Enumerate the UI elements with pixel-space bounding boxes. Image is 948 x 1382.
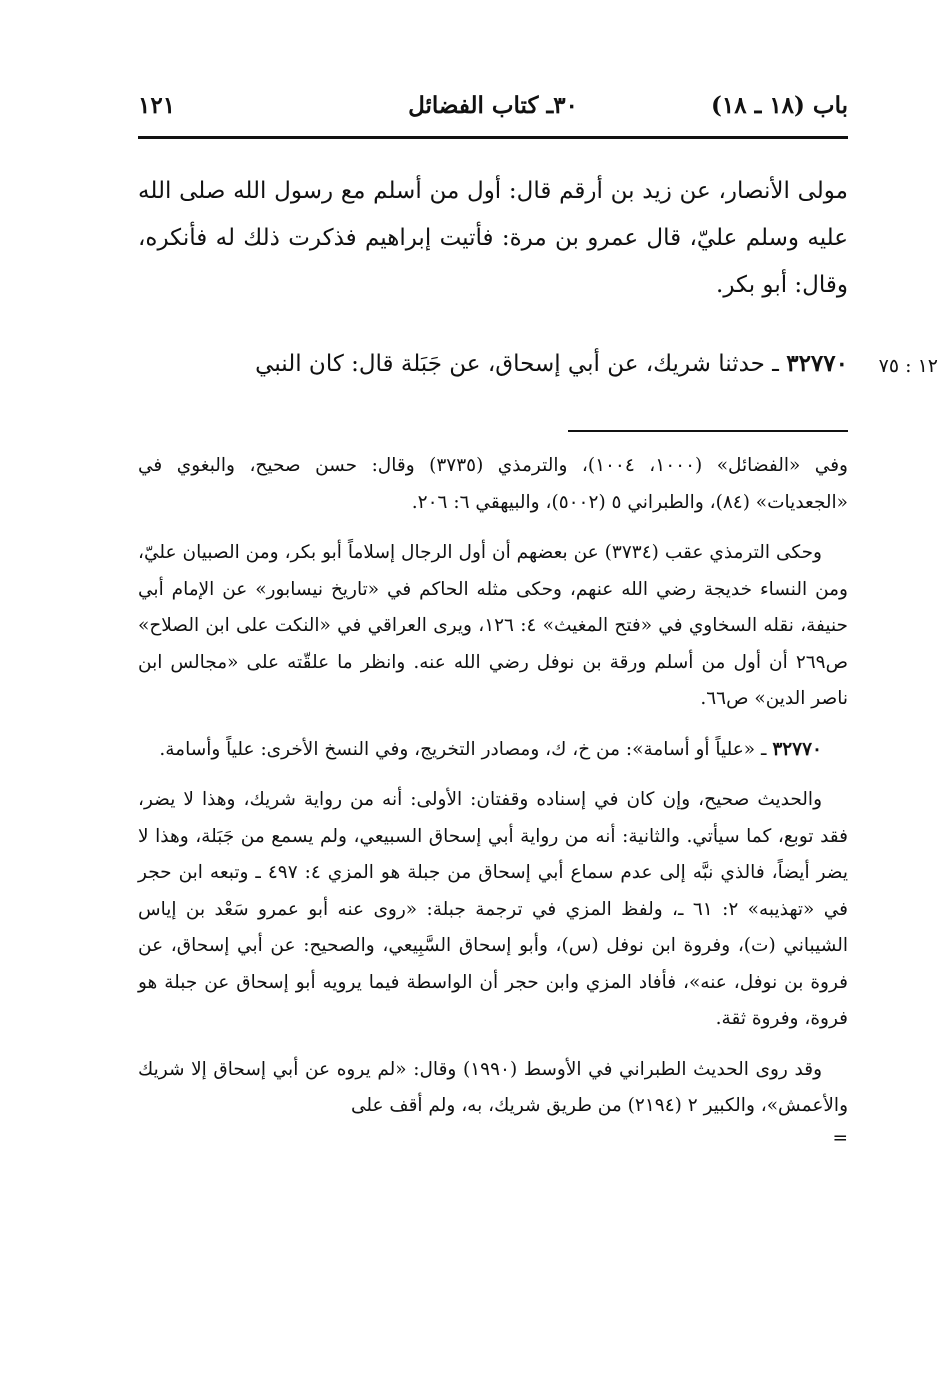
hadith-entry [138,340,848,388]
hadith-number: ٣٢٧٧٠ [786,350,848,377]
footnote-separator [568,430,848,432]
footnote-3 [138,732,848,769]
footnote-1: وفي «الفضائل» (١٠٠٠، ١٠٠٤)، والترمذي (٣٧٣٥) وقال: حسن صحيح، والبغوي في «الجعديات» (٨٤)، والطبراني ٥ (٥٠٠٢)، والبيهقي ٦: ٢٠٦. [138,455,848,513]
book-title: ٣٠ـ كتاب الفضائل [408,92,578,119]
footnote-5: وقد روى الحديث الطبراني في الأوسط (١٩٩٠) وقال: «لم يروه عن أبي إسحاق إلا شريك والأعمش»، والكبير ٢ (٢١٩٤) من طريق شريك، به، ولم أقف على [138,1058,848,1116]
page-header [138,88,848,132]
footnote-4: والحديث صحيح، وإن كان في إسناده وقفتان: الأولى: أنه من رواية شريك، وهذا لا يضر، فقد توبع، كما سيأتي. والثانية: أنه من رواية أبي إسحاق السبيعي، ولم يسمع من جَبَلة، وهذا لا يضر أيضاً، فالذي نبَّه إلى عدم سماع أبي إسحاق من جبلة هو المزي ٤: ٤٩٧ ـ وتبعه ابن حجر في «تهذيبه» ٢: ٦١ ـ، ولفظ المزي في ترجمة جبلة: «روى عنه أبو عمرو سَعْد بن إياس الشيباني (ت)، وفروة ابن نوفل (س)، وأبو إسحاق السَّبِيعي، والصحيح: عن أبي إسحاق، عن فروة بن نوفل، عنه»، فأفاد المزي وابن حجر أن الواسطة فيما يرويه أبو إسحاق عن جبلة هو فروة، وفروة ثقة. [138,789,848,1029]
header-rule [138,136,848,139]
page-number: ١٢١ [138,92,176,119]
hadith-text: ـ حدثنا شريك، عن أبي إسحاق، عن جَبَلة قال: كان النبي [255,351,779,377]
margin-reference: ١٢ : ٧٥ [878,355,938,377]
footnote-3-number: ٣٢٧٧٠ [772,738,822,760]
footnote-2: وحكى الترمذي عقب (٣٧٣٤) عن بعضهم أن أول الرجال إسلاماً أبو بكر، ومن الصبيان عليّ، ومن النساء خديجة رضي الله عنهم، وحكى مثله الحاكم في «تاريخ نيسابور» عن الإمام أبي حنيفة، نقله السخاوي في «فتح المغيث» ٤: ١٢٦، ويرى العراقي في «النكت على ابن الصلاح» ص٢٦٩ أن أول من أسلم ورقة بن نوفل رضي الله عنه. وانظر ما علقّته على «مجالس ابن ناصر الدين» ص٦٦. [138,542,848,709]
chapter-range: باب (١٨ ـ ١٨) [710,92,848,119]
continuation-mark: = [832,1127,848,1149]
main-paragraph-1: مولى الأنصار، عن زيد بن أرقم قال: أول من أسلم مع رسول الله صلى الله عليه وسلم عليّ، قال عمرو بن مرة: فأتيت إبراهيم فذكرت ذلك له فأنكره، وقال: أبو بكر. [138,178,848,298]
footnotes [138,448,848,1153]
footnote-3-text: ـ «علياً أو أسامة»: من خ، ك، ومصادر التخريج، وفي النسخ الأخرى: علياً وأسامة. [159,738,767,760]
